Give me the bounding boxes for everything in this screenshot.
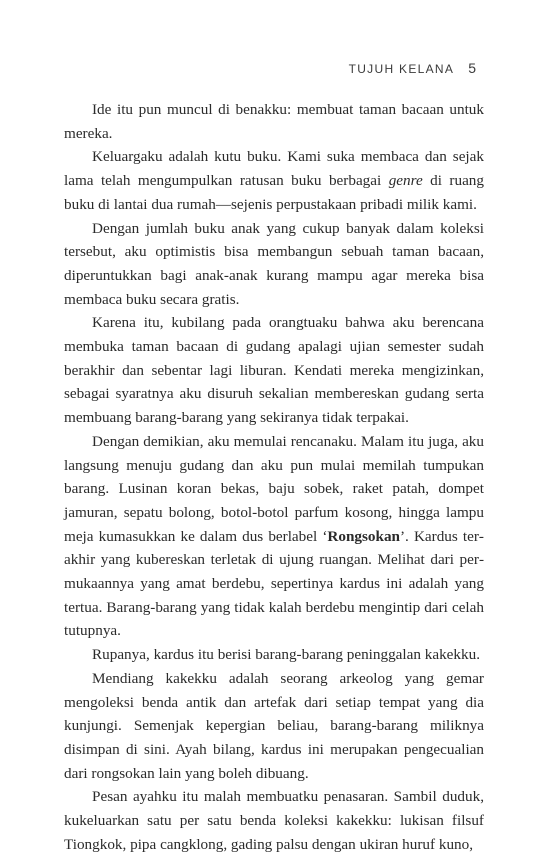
paragraph bbox=[64, 98, 484, 145]
italic-term: genre bbox=[388, 172, 423, 190]
text-run: ’. Kardus terakhir yang kubereskan terletak di ujung ruangan. Melihat dari permukaannya yang amat berdebu, sepertinya kardus ini adalah yang tertua. Barang-barang yang tidak kalah berdebu mengintip dari celah tutupnya. bbox=[64, 527, 484, 640]
paragraph bbox=[64, 785, 484, 856]
text-run: Karena itu, kubilang pada orangtuaku bahwa aku berencana membuka taman bacaan di gudang apalagi ujian semester sudah berakhir dan sebentar lagi liburan. Kendati mereka mengizinkan, sebagai syaratnya aku disuruh sekalian membereskan gudang serta membuang barang-barang yang sekiranya tidak terpakai. bbox=[64, 314, 484, 427]
text-run: Ide itu pun muncul di benakku: membuat taman bacaan untuk mereka. bbox=[64, 101, 484, 142]
page-number: 5 bbox=[468, 60, 476, 76]
paragraph bbox=[64, 311, 484, 430]
text-run: Pesan ayahku itu malah membuatku penasaran. Sambil duduk, kukeluarkan satu per satu benda koleksi kakekku: lukisan filsuf Tiongkok, pipa cangklong, gading palsu dengan ukiran huruf kuno, bbox=[64, 788, 484, 853]
bold-label: Rongsokan bbox=[327, 527, 400, 545]
body-text bbox=[64, 98, 484, 857]
running-title: TUJUH KELANA bbox=[348, 62, 455, 76]
paragraph bbox=[64, 145, 484, 216]
paragraph bbox=[64, 667, 484, 786]
paragraph bbox=[64, 430, 484, 643]
paragraph bbox=[64, 217, 484, 312]
text-run: Rupanya, kardus itu berisi barang-barang peninggalan kakekku. bbox=[92, 646, 481, 664]
text-run: Dengan demikian, aku memulai rencanaku. Malam itu juga, aku langsung menuju gudang dan aku pun mulai memilah tumpukan barang. Lusinan koran bekas, baju sobek, raket patah, dompet jamuran, sepatu bolong, botol-botol parfum kosong, hingga lampu meja kumasukkan ke dalam dus berlabel ‘ bbox=[64, 432, 484, 545]
text-run: di ruang buku di lantai dua rumah—sejenis perpustakaan pribadi milik kami. bbox=[64, 172, 484, 213]
text-run: Keluargaku adalah kutu buku. Kami suka membaca dan sejak lama telah mengumpulkan ratusan buku berbagai bbox=[64, 148, 484, 190]
text-run: Dengan jumlah buku anak yang cukup banyak dalam koleksi tersebut, aku optimistis bisa membangun sebuah taman bacaan, diperuntukkan bagi anak-anak kurang mampu agar mereka bisa membaca buku secara gratis. bbox=[64, 219, 484, 308]
running-header bbox=[349, 60, 476, 76]
paragraph bbox=[64, 643, 484, 667]
text-run: Mendiang kakekku adalah seorang arkeolog yang gemar mengoleksi benda antik dan artefak dari setiap tempat yang dia kunjungi. Semenjak kepergian beliau, barang-barang miliknya disimpan di sini. Ayah bilang, kardus ini merupakan pengecualian dari rongsokan lain yang boleh dibuang. bbox=[64, 669, 484, 782]
